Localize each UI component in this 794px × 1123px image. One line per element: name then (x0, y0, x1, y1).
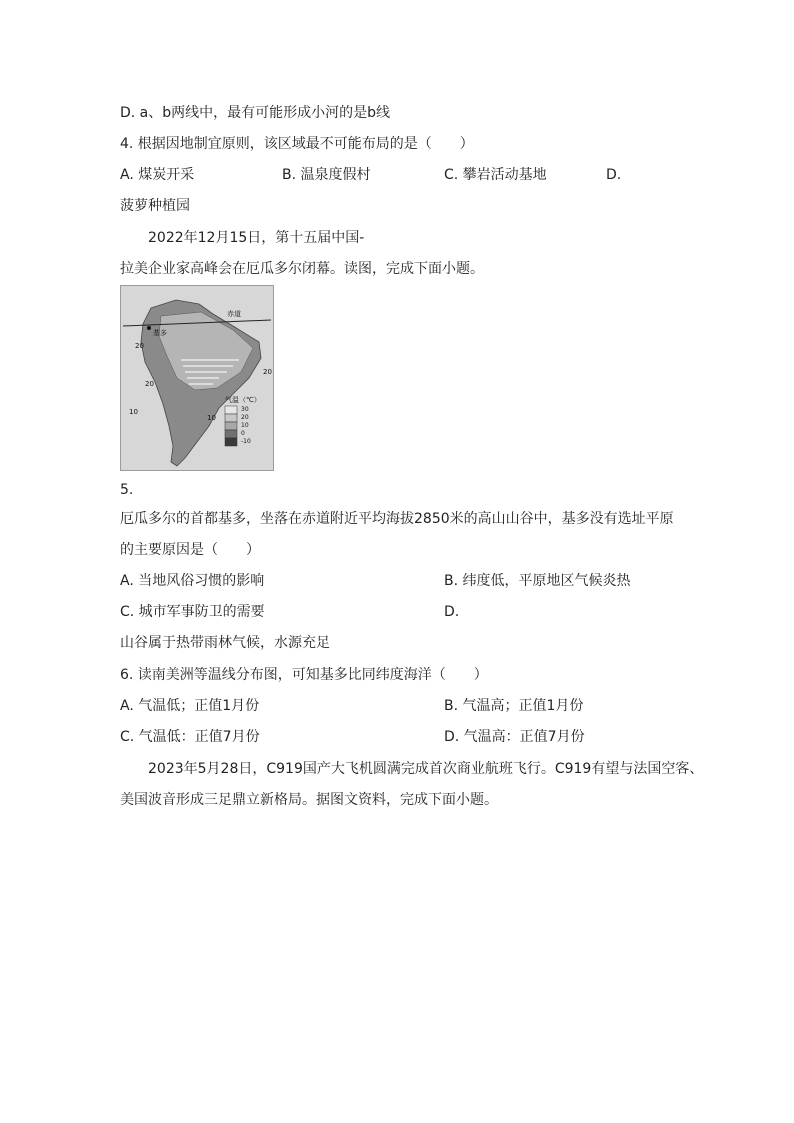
q4-option-b: B. 温泉度假村 (282, 167, 371, 183)
legend-value: -10 (241, 438, 251, 445)
legend-value: 30 (241, 406, 249, 413)
q6-option-a: A. 气温低；正值1月份 (120, 698, 260, 714)
legend-value: 10 (241, 422, 249, 429)
q4-option-d-letter: D. (606, 167, 622, 183)
intro1-line1: 2022年12月15日，第十五届中国- (148, 230, 365, 246)
q6-option-d: D. 气温高：正值7月份 (444, 729, 585, 745)
q5-stem-line1: 厄瓜多尔的首都基多，坐落在赤道附近平均海拔2850米的高山山谷中，基多没有选址平原 (120, 511, 674, 527)
q4-option-c: C. 攀岩活动基地 (444, 167, 547, 183)
q5-number: 5. (120, 482, 134, 498)
map-drawing (121, 286, 273, 470)
q4-option-d-text: 菠萝种植园 (120, 198, 190, 214)
q6-option-b: B. 气温高；正值1月份 (444, 698, 584, 714)
legend-title: 气温（℃） (225, 396, 261, 404)
legend-value: 0 (241, 430, 245, 437)
q5-option-d-letter: D. (444, 604, 460, 620)
q5-option-d-text: 山谷属于热带雨林气候，水源充足 (120, 635, 330, 651)
quito-marker (147, 326, 151, 330)
q3-option-d: D. a、b两线中，最有可能形成小河的是b线 (120, 105, 391, 121)
q4-stem: 4. 根据因地制宜原则，该区域最不可能布局的是（ ） (120, 136, 474, 152)
q6-option-c: C. 气温低：正值7月份 (120, 729, 260, 745)
q5-option-c: C. 城市军事防卫的需要 (120, 604, 265, 620)
q5-option-a: A. 当地风俗习惯的影响 (120, 573, 265, 589)
isotherm-label: 10 (129, 408, 138, 416)
intro2-line2: 美国波音形成三足鼎立新格局。据图文资料，完成下面小题。 (120, 792, 498, 808)
south-america-isotherm-map (120, 285, 274, 471)
quito-label: 基多 (153, 329, 167, 337)
equator-label: 赤道 (227, 310, 241, 318)
q6-stem: 6. 读南美洲等温线分布图，可知基多比同纬度海洋（ ） (120, 667, 488, 683)
q5-stem-line2: 的主要原因是（ ） (120, 542, 260, 558)
isotherm-label: 20 (263, 368, 272, 376)
q4-option-a: A. 煤炭开采 (120, 167, 195, 183)
isotherm-label: 10 (207, 414, 216, 422)
q5-option-b: B. 纬度低，平原地区气候炎热 (444, 573, 631, 589)
isotherm-label: 20 (135, 342, 144, 350)
legend-value: 20 (241, 414, 249, 421)
intro2-line1: 2023年5月28日，C919国产大飞机圆满完成首次商业航班飞行。C919有望与法国空客、 (148, 761, 704, 777)
intro1-line2: 拉美企业家高峰会在厄瓜多尔闭幕。读图，完成下面小题。 (120, 261, 484, 277)
isotherm-label: 20 (145, 380, 154, 388)
